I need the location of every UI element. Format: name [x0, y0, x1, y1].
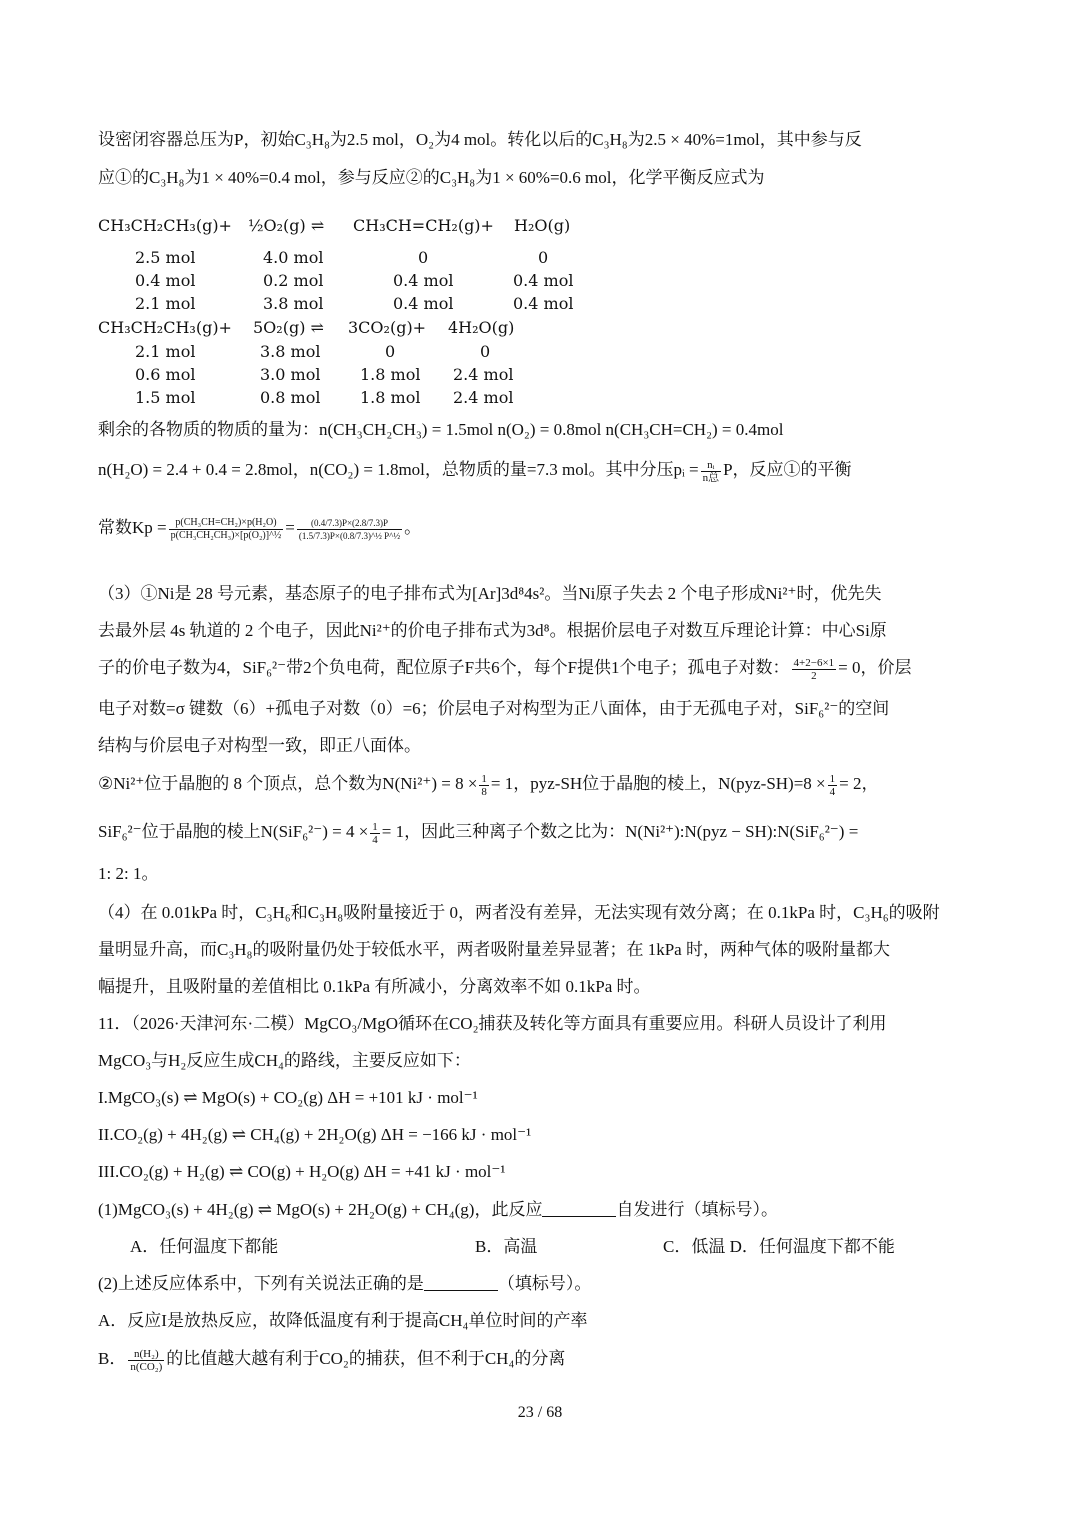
text-run: n(H₂O) = 2.4 + 0.4 = 2.8mol，n(CO₂) = 1.8mol，总物质的量=7.3 mol。其中分压pᵢ =	[98, 460, 699, 479]
table-cell: 0.4 mol	[513, 271, 574, 290]
text-line: （3）①Ni是 28 号元素，基态原子的电子排布式为[Ar]3d⁸4s²。当Ni原子失去 2 个电子形成Ni²⁺时，优先失	[98, 584, 882, 603]
table-cell: 0	[418, 248, 429, 267]
text-run: 的比值越大越有利于CO₂的捕获，但不利于CH₄的分离	[166, 1349, 566, 1368]
text-line: 电子对数=σ 键数（6）+孤电子对数（0）=6；价层电子对构型为正八面体，由于无孤电子对，SiF₆²⁻的空间	[98, 699, 890, 718]
fraction-denominator: p(CH₃CH₂CH₃)×[p(O₂)]^½	[170, 529, 282, 541]
fraction-numerator: 1	[829, 772, 836, 785]
table-header-cell: CH₃CH₂CH₃(g)+	[98, 318, 232, 337]
option-a[interactable]: A．任何温度下都能	[130, 1237, 279, 1256]
table-header-cell: 5O₂(g) ⇌	[253, 318, 324, 337]
table-cell: 0.8 mol	[260, 388, 321, 407]
text-line: （4）在 0.01kPa 时，C₃H₆和C₃H₈吸附量接近于 0，两者没有差异，无法实现有效分离；在 0.1kPa 时，C₃H₆的吸附	[98, 903, 940, 922]
fraction	[297, 517, 402, 542]
text-run: B．	[98, 1349, 127, 1368]
text-run: P，反应①的平衡	[723, 460, 852, 479]
text-line: MgCO₃与H₂反应生成CH₄的路线，主要反应如下：	[98, 1051, 471, 1070]
table-cell: 1.8 mol	[360, 388, 421, 407]
table-cell: 0	[538, 248, 549, 267]
fraction-numerator: 4+2−6×1	[793, 656, 835, 669]
text-line	[98, 458, 984, 484]
fraction-denominator: n总	[702, 471, 720, 484]
text-run: = 1，因此三种离子个数之比为：N(Ni²⁺):N(pyz − SH):N(SiF₆²⁻) =	[381, 822, 859, 841]
sub-question-2	[98, 1272, 984, 1296]
text-line: 量明显升高，而C₃H₈的吸附量仍处于较低水平，两者吸附量差异显著；在 1kPa 时，两种气体的吸附量都大	[98, 940, 890, 959]
fraction-denominator: n(CO₂)	[130, 1360, 163, 1373]
option-c-d[interactable]: C．低温 D．任何温度下都不能	[663, 1237, 895, 1256]
table-cell: 0.4 mol	[513, 294, 574, 313]
text-run: 。	[404, 518, 422, 537]
fraction-denominator: 2	[811, 669, 817, 682]
table-cell: 3.8 mol	[260, 342, 321, 361]
table-header-cell: 3CO₂(g)+	[348, 318, 427, 337]
table-cell: 3.8 mol	[263, 294, 324, 313]
table-cell: 4.0 mol	[263, 248, 324, 267]
text-run: = 0，价层	[838, 658, 912, 677]
fraction	[792, 657, 837, 682]
table-cell: 2.4 mol	[453, 388, 514, 407]
text-run: 子的价电子数为4，SiF₆²⁻带2个负电荷，配位原子F共6个，每个F提供1个电子；孤电子对数：	[98, 658, 790, 677]
table-cell: 1.8 mol	[360, 365, 421, 384]
option-a[interactable]: A．反应I是放热反应，故降低温度有利于提高CH₄单位时间的产率	[98, 1311, 588, 1330]
text-line: 剩余的各物质的物质的量为：n(CH₃CH₂CH₃) = 1.5mol n(O₂) = 0.8mol n(CH₃CH=CH₂) = 0.4mol	[98, 420, 784, 439]
fraction	[169, 517, 284, 542]
text-line	[98, 820, 984, 846]
table-cell: 0.4 mol	[393, 294, 454, 313]
text-run: 自发进行（填标号）。	[616, 1200, 778, 1219]
question-title: 11．（2026·天津河东·二模）MgCO₃/MgO循环在CO₂捕获及转化等方面具有重要应用。科研人员设计了利用	[98, 1014, 887, 1033]
fraction	[128, 1348, 164, 1373]
table-cell: 0	[385, 342, 396, 361]
fraction	[828, 773, 838, 798]
table-cell: 1.5 mol	[135, 388, 196, 407]
option-b[interactable]	[98, 1347, 984, 1373]
text-line: 幅提升，且吸附量的差值相比 0.1kPa 有所减小，分离效率不如 0.1kPa 时。	[98, 977, 651, 996]
reaction-equation: I.MgCO₃(s) ⇌ MgO(s) + CO₂(g) ΔH = +101 kJ · mol⁻¹	[98, 1088, 478, 1107]
text-run: =	[285, 518, 295, 537]
text-run: （填标号）。	[497, 1274, 592, 1293]
table-header-cell: H₂O(g)	[514, 216, 571, 235]
fraction-denominator: 4	[372, 833, 378, 846]
equilibrium-constant-line	[98, 516, 984, 542]
sub-question-1	[98, 1198, 984, 1222]
reaction-equation: III.CO₂(g) + H₂(g) ⇌ CO(g) + H₂O(g) ΔH = +41 kJ · mol⁻¹	[98, 1162, 506, 1181]
table-cell: 2.5 mol	[135, 248, 196, 267]
table-header-cell: CH₃CH₂CH₃(g)+	[98, 216, 232, 235]
table-cell: 2.1 mol	[135, 342, 196, 361]
page-number: 23 / 68	[517, 1404, 563, 1421]
fraction-denominator: 4	[829, 785, 836, 798]
text-line: 结构与价层电子对构型一致，即正八面体。	[98, 736, 421, 755]
table-cell: 2.4 mol	[453, 365, 514, 384]
answer-blank[interactable]	[542, 1200, 616, 1217]
fraction	[370, 821, 380, 846]
text-line: 去最外层 4s 轨道的 2 个电子，因此Ni²⁺的价电子排布式为3d⁸。根据价层电子对数互斥理论计算：中心Si原	[98, 621, 887, 640]
text-run: ②Ni²⁺位于晶胞的 8 个顶点，总个数为N(Ni²⁺) = 8 ×	[98, 774, 478, 793]
table-cell: 0.4 mol	[393, 271, 454, 290]
table-header-cell: 4H₂O(g)	[448, 318, 515, 337]
table-header-cell: CH₃CH=CH₂(g)+	[353, 216, 494, 235]
table-cell: 0.6 mol	[135, 365, 196, 384]
fraction-numerator: 1	[481, 772, 487, 785]
fraction-numerator: p(CH₃CH=CH₂)×p(H₂O)	[169, 517, 284, 530]
text-run: (2)上述反应体系中，下列有关说法正确的是	[98, 1274, 424, 1293]
text-run: 常数Kp =	[98, 518, 167, 537]
fraction-denominator: (1.5/7.3)P×(0.8/7.3)^½ P^½	[298, 530, 401, 541]
table-header-cell: ½O₂(g) ⇌	[248, 216, 325, 235]
text-line: 设密闭容器总压为P，初始C₃H₈为2.5 mol，O₂为4 mol。转化以后的C₃H₈为2.5 × 40%=1mol，其中参与反	[98, 130, 862, 149]
text-line	[98, 656, 984, 682]
fraction-numerator: 1	[372, 820, 378, 833]
table-cell: 0.2 mol	[263, 271, 324, 290]
fraction	[479, 773, 489, 798]
text-line: 应①的C₃H₈为1 × 40%=0.4 mol，参与反应②的C₃H₈为1 × 60%=0.6 mol，化学平衡反应式为	[98, 168, 765, 187]
fraction-numerator: nᵢ	[701, 459, 722, 472]
reaction-equation: II.CO₂(g) + 4H₂(g) ⇌ CH₄(g) + 2H₂O(g) ΔH = −166 kJ · mol⁻¹	[98, 1125, 532, 1144]
fraction	[701, 459, 722, 484]
text-run: SiF₆²⁻位于晶胞的棱上N(SiF₆²⁻) = 4 ×	[98, 822, 369, 841]
answer-blank[interactable]	[424, 1274, 498, 1291]
text-run: = 2，	[839, 774, 879, 793]
text-run: = 1，pyz-SH位于晶胞的棱上，N(pyz-SH)=8 ×	[490, 774, 826, 793]
table-cell: 2.1 mol	[135, 294, 196, 313]
fraction-numerator: n(H₂)	[128, 1348, 164, 1361]
fraction-denominator: 8	[481, 785, 487, 798]
option-b[interactable]: B．高温	[475, 1237, 538, 1256]
text-line	[98, 772, 984, 798]
text-line: 1: 2: 1。	[98, 864, 159, 883]
table-cell: 3.0 mol	[260, 365, 321, 384]
table-cell: 0	[480, 342, 491, 361]
table-cell: 0.4 mol	[135, 271, 196, 290]
text-run: (1)MgCO₃(s) + 4H₂(g) ⇌ MgO(s) + 2H₂O(g) + CH₄(g)，此反应	[98, 1200, 543, 1219]
fraction-numerator: (0.4/7.3)P×(2.8/7.3)P	[297, 517, 402, 530]
